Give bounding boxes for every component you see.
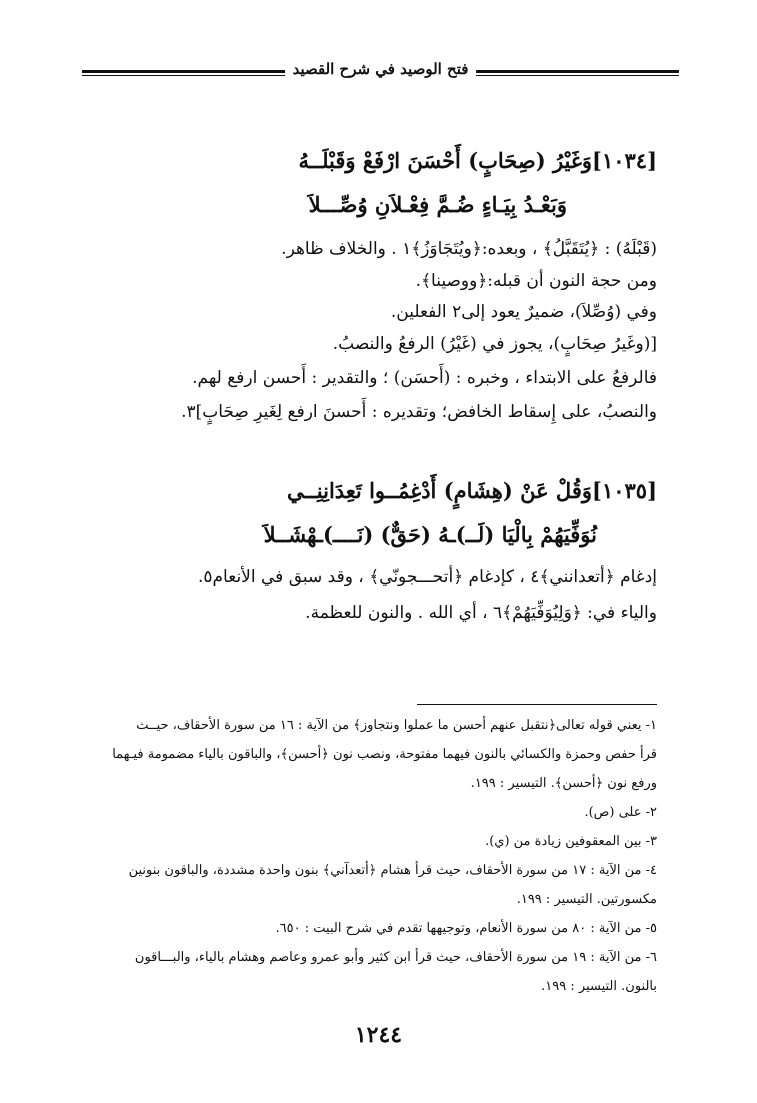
footnote-line: ٣- بين المعقوفين زيادة من (ي). [485, 834, 657, 849]
footnote-line: مكسورتين. التيسير : ١٩٩. [516, 892, 657, 907]
footnote-line: ١- يعني قوله تعالى﴿نتقبل عنهم أحسن ما عملوا ونتجاوز﴾ من الآية : ١٦ من سورة الأحقاف، حيــث [136, 718, 657, 733]
commentary-1035 [105, 566, 657, 636]
footnote-line: ٢- على (ص). [584, 805, 657, 820]
verse-line: [١٠٣٤]وَغَيْرُ (صِحَابٍ) أَحْسَنَ ارْفَعْ وَقَبْلَــهُ [298, 148, 657, 173]
commentary-line: وفي (وُصِّلاَ)، ضميرٌ يعود إلى٢ الفعلين. [390, 302, 657, 322]
footnote-separator [417, 704, 657, 705]
header-rule-left-thick [82, 70, 297, 73]
verse-1035 [105, 470, 657, 560]
verse-line: نُوَفِّيَهُمْ بِالْيَا (لَــ)ـهُ (حَقٌّ) (نَــــ)ـهْشَــلاَ [263, 522, 597, 547]
commentary-1034 [105, 238, 657, 448]
header-rule-right-thick [464, 70, 679, 73]
commentary-line: والياء في: ﴿وَلِيُوَفِّيَهُمْ﴾٦ ، أي الله . والنون للعظمة. [305, 603, 657, 623]
footnote-line: ورفع نون ﴿أحسن﴾. التيسير : ١٩٩. [470, 776, 657, 791]
verse-line: وَبَعْـدُ بِيَـاءٍ ضُـمَّ فِعْـلاَنِ وُصِّـــلاَ [308, 192, 567, 217]
verse-1034 [105, 140, 657, 230]
page-number: ١٢٤٤ [354, 1022, 403, 1048]
verse-line: [١٠٣٥]وَقُلْ عَنْ (هِشَامٍ) أَدْغِمُــوا تَعِدَانِنِــي [286, 478, 657, 503]
commentary-line: [(وغَيرُ صِحَابٍ)، يجوز في (غَيْرُ) الرفعُ والنصبُ. [332, 334, 657, 354]
commentary-line: إدغام ﴿أتعدانني﴾٤ ، كإدغام ﴿أتحـــجونّي﴾ ، وقد سبق في الأنعام٥. [197, 567, 657, 587]
book-title: فتح الوصيد في شرح القصيد [285, 60, 477, 78]
commentary-line: (قَبْلَهُ) : ﴿يُتَقَبَّلُ﴾ ، وبعده:﴿ويُتَجَاوَزُ﴾١ . والخلاف ظاهر. [281, 239, 657, 259]
running-header [82, 58, 679, 88]
commentary-line: والنصبُ، على إِسقاط الخافض؛ وتقديره : أَحسنَ ارفع لِغَيرِ صِحَابٍ]٣. [181, 402, 657, 422]
header-rule-left-thin [82, 75, 297, 76]
commentary-line: فالرفعُ على الابتداء ، وخبره : (أَحسَن) ؛ والتقدير : أَحسن ارفع لهم. [192, 368, 657, 388]
header-rule-right-thin [464, 75, 679, 76]
footnote-line: ٤- من الآية : ١٧ من سورة الأحقاف، حيث قرأ هشام ﴿أتعدآني﴾ بنون واحدة مشددة، والباقون بنونين [128, 863, 657, 878]
footnote-line: ٦- من الآية : ١٩ من سورة الأحقاف، حيث قرأ ابن كثير وأبو عمرو وعاصم وهشام بالياء، والبـــاقون [134, 950, 657, 965]
commentary-line: ومن حجة النون أن قبله:﴿ووصينا﴾. [415, 271, 657, 291]
footnote-line: بالنون. التيسير : ١٩٩. [541, 979, 657, 994]
footnote-line: ٥- من الآية : ٨٠ من سورة الأنعام، وتوجيهها تقدم في شرح البيت : ٦٥٠. [275, 921, 657, 936]
footnote-line: قرأ حفص وحمزة والكسائي بالنون فيهما مفتوحة، ونصب نون ﴿أحسن﴾، والباقون بالياء مضمومة فيـهما [112, 747, 657, 762]
